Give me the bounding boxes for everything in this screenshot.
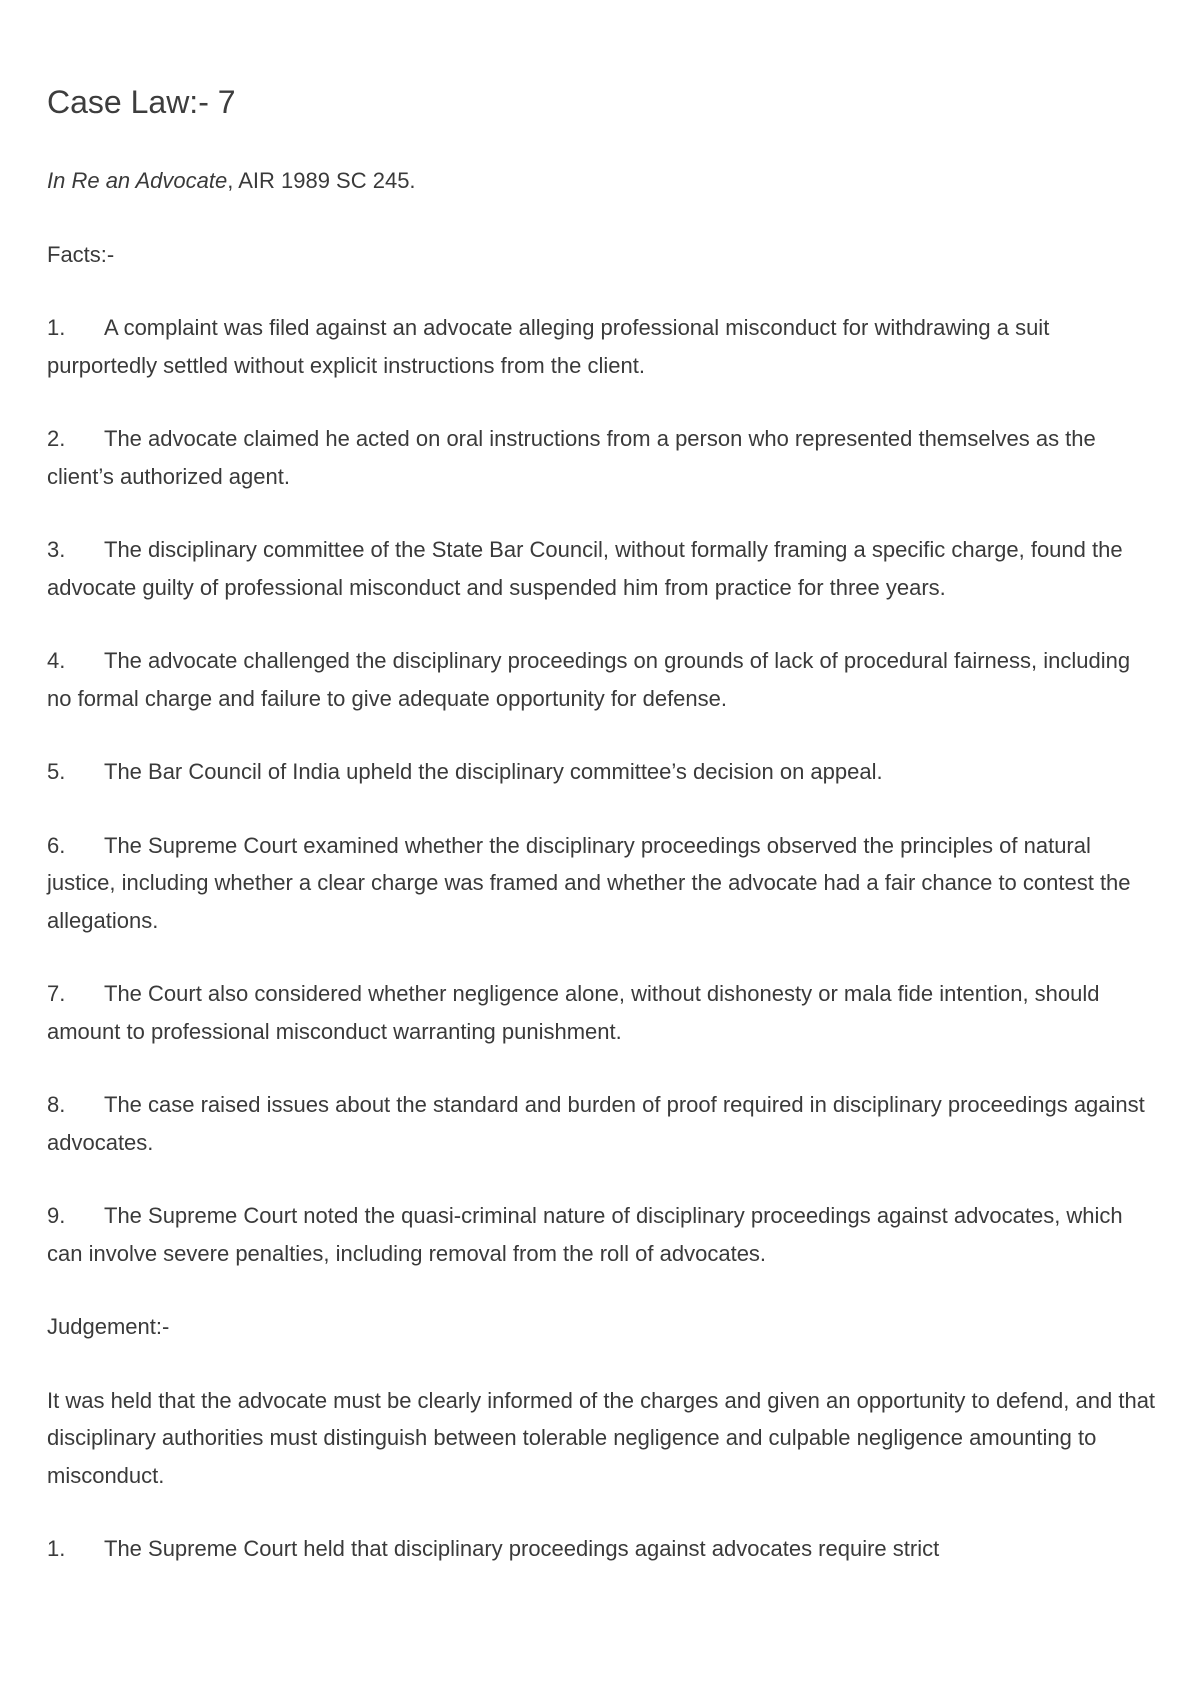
fact-item	[47, 1086, 1157, 1161]
fact-item	[47, 309, 1157, 384]
fact-number: 7.	[47, 981, 66, 1006]
fact-number: 1.	[47, 315, 66, 340]
holding-text: The Supreme Court held that disciplinary proceedings against advocates require strict	[104, 1536, 940, 1561]
holding-item	[47, 1530, 1157, 1568]
fact-text: The Supreme Court noted the quasi-criminal nature of disciplinary proceedings against advocates, which can involve severe penalties, including removal from the roll of advocates.	[47, 1203, 1123, 1266]
page-title: Case Law:- 7	[47, 84, 236, 120]
fact-text: The Supreme Court examined whether the disciplinary proceedings observed the principles of natural justice, including whether a clear charge was framed and whether the advocate had a fair chance to contest the allegations.	[47, 832, 1131, 933]
fact-number: 8.	[47, 1092, 66, 1117]
fact-item	[47, 1197, 1157, 1272]
fact-text: The Court also considered whether negligence alone, without dishonesty or mala fide intention, should amount to professional misconduct warranting punishment.	[47, 981, 1100, 1044]
fact-item	[47, 531, 1157, 606]
holding-number: 1.	[47, 1536, 66, 1561]
fact-number: 6.	[47, 832, 66, 858]
fact-text: The disciplinary committee of the State Bar Council, without formally framing a specific charge, found the advocate guilty of professional misconduct and suspended him from practice for three years.	[47, 537, 1123, 600]
fact-number: 5.	[47, 759, 66, 784]
fact-item	[47, 827, 1157, 940]
fact-text: A complaint was filed against an advocate alleging professional misconduct for withdrawing a suit purportedly settled without explicit instructions from the client.	[47, 315, 1050, 378]
fact-number: 2.	[47, 426, 66, 451]
case-name: In Re an Advocate	[47, 168, 228, 193]
fact-item	[47, 753, 1157, 791]
fact-text: The case raised issues about the standard and burden of proof required in disciplinary proceedings against advocates.	[47, 1092, 1145, 1155]
fact-number: 3.	[47, 537, 66, 562]
case-citation	[47, 162, 1157, 200]
fact-text: The advocate claimed he acted on oral instructions from a person who represented themselves as the client’s authorized agent.	[47, 426, 1096, 489]
judgement-heading: Judgement:-	[47, 1314, 170, 1339]
holdings-list	[47, 1530, 1157, 1568]
fact-item	[47, 642, 1157, 717]
fact-number: 9.	[47, 1203, 66, 1228]
fact-text: The Bar Council of India upheld the disciplinary committee’s decision on appeal.	[104, 759, 883, 784]
facts-list	[47, 309, 1157, 1272]
fact-item	[47, 420, 1157, 495]
citation-reference: , AIR 1989 SC 245.	[227, 168, 416, 193]
facts-heading: Facts:-	[47, 241, 115, 267]
document-page	[47, 78, 1157, 1604]
fact-number: 4.	[47, 648, 66, 673]
fact-text: The advocate challenged the disciplinary proceedings on grounds of lack of procedural fairness, including no formal charge and failure to give adequate opportunity for defense.	[47, 648, 1131, 711]
fact-item	[47, 975, 1157, 1050]
judgement-text: It was held that the advocate must be clearly informed of the charges and given an opportunity to defend, and that disciplinary authorities must distinguish between tolerable negligence and culpable negligence amounting to misconduct.	[47, 1387, 1156, 1488]
